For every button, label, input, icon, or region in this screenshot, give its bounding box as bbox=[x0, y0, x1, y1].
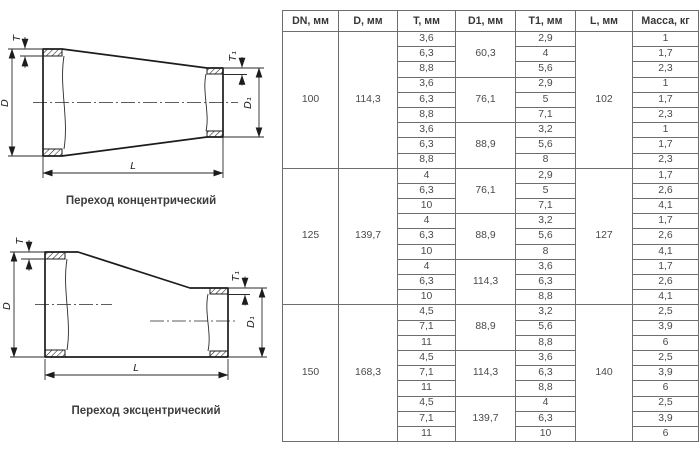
column-header: Масса, кг bbox=[633, 11, 699, 32]
cell-t: 6,3 bbox=[398, 138, 456, 153]
drawing-caption: Переход эксцентрический bbox=[71, 405, 221, 417]
cell-t: 8,8 bbox=[398, 153, 456, 168]
dim-label-t: T bbox=[12, 34, 23, 42]
cell-mass: 1,7 bbox=[633, 47, 699, 62]
cell-t: 8,8 bbox=[398, 107, 456, 122]
dimension-l bbox=[43, 137, 223, 178]
cell-t1: 8 bbox=[516, 244, 576, 259]
dim-label-l: L bbox=[133, 363, 139, 374]
dim-label-t1: T₁ bbox=[228, 50, 239, 62]
cell-t1: 5,6 bbox=[516, 62, 576, 77]
cell-mass: 2,3 bbox=[633, 62, 699, 77]
cell-t: 6,3 bbox=[398, 47, 456, 62]
table-row bbox=[283, 305, 699, 320]
cell-l: 140 bbox=[576, 305, 633, 442]
cell-d1: 88,9 bbox=[456, 214, 516, 260]
cell-t: 4 bbox=[398, 259, 456, 274]
dimension-d1 bbox=[223, 68, 264, 137]
cell-t1: 7,1 bbox=[516, 199, 576, 214]
dimension-t bbox=[15, 237, 45, 271]
cell-t: 11 bbox=[398, 335, 456, 350]
cell-dn: 125 bbox=[283, 168, 339, 305]
cell-dn: 100 bbox=[283, 32, 339, 169]
cell-t: 7,1 bbox=[398, 366, 456, 381]
cell-t1: 5,6 bbox=[516, 138, 576, 153]
dimension-l bbox=[45, 359, 228, 380]
cell-t1: 8 bbox=[516, 153, 576, 168]
cell-mass: 2,6 bbox=[633, 229, 699, 244]
cell-t1: 2,9 bbox=[516, 77, 576, 92]
cell-t1: 3,6 bbox=[516, 259, 576, 274]
cell-d1: 76,1 bbox=[456, 168, 516, 214]
dim-label-d1: D₁ bbox=[246, 316, 257, 328]
cell-mass: 2,5 bbox=[633, 350, 699, 365]
cell-mass: 2,3 bbox=[633, 153, 699, 168]
cell-t: 4,5 bbox=[398, 350, 456, 365]
concentric-reducer-drawing bbox=[0, 34, 264, 207]
cell-d1: 88,9 bbox=[456, 123, 516, 169]
cell-t1: 5,6 bbox=[516, 320, 576, 335]
cell-mass: 1 bbox=[633, 123, 699, 138]
dim-label-d: D bbox=[2, 302, 13, 310]
cell-t1: 6,3 bbox=[516, 275, 576, 290]
cell-l: 127 bbox=[576, 168, 633, 305]
cell-mass: 1,7 bbox=[633, 214, 699, 229]
table-header-row bbox=[283, 11, 699, 32]
cell-t: 6,3 bbox=[398, 275, 456, 290]
table-row bbox=[283, 168, 699, 183]
cell-mass: 4,1 bbox=[633, 199, 699, 214]
cell-mass: 4,1 bbox=[633, 290, 699, 305]
cell-mass: 1 bbox=[633, 32, 699, 47]
cell-mass: 2,6 bbox=[633, 183, 699, 198]
column-header: T1, мм bbox=[516, 11, 576, 32]
table-row bbox=[283, 32, 699, 47]
cell-mass: 6 bbox=[633, 335, 699, 350]
break-line bbox=[207, 294, 209, 351]
cell-t: 7,1 bbox=[398, 320, 456, 335]
cell-d: 139,7 bbox=[339, 168, 398, 305]
cell-t1: 5,6 bbox=[516, 229, 576, 244]
cell-t1: 3,2 bbox=[516, 305, 576, 320]
cell-t1: 2,9 bbox=[516, 168, 576, 183]
column-header: DN, мм bbox=[283, 11, 339, 32]
cell-t: 4,5 bbox=[398, 396, 456, 411]
cell-t1: 3,2 bbox=[516, 214, 576, 229]
cell-t1: 3,2 bbox=[516, 123, 576, 138]
cell-t: 3,6 bbox=[398, 77, 456, 92]
cell-mass: 1,7 bbox=[633, 168, 699, 183]
cell-t: 3,6 bbox=[398, 32, 456, 47]
dimension-t bbox=[12, 34, 43, 68]
cell-d: 168,3 bbox=[339, 305, 398, 442]
reducer-drawings bbox=[0, 0, 282, 450]
table-body bbox=[283, 32, 699, 442]
cell-d1: 114,3 bbox=[456, 350, 516, 396]
cell-mass: 1,7 bbox=[633, 259, 699, 274]
cell-t1: 8,8 bbox=[516, 335, 576, 350]
cell-mass: 6 bbox=[633, 426, 699, 441]
cell-t: 8,8 bbox=[398, 62, 456, 77]
cell-t1: 10 bbox=[516, 426, 576, 441]
cell-t: 11 bbox=[398, 426, 456, 441]
cell-t1: 5 bbox=[516, 92, 576, 107]
cell-mass: 3,9 bbox=[633, 366, 699, 381]
cell-d1: 60,3 bbox=[456, 32, 516, 78]
dimension-t1 bbox=[223, 51, 264, 86]
eccentric-reducer-drawing bbox=[2, 237, 267, 417]
cell-t1: 6,3 bbox=[516, 411, 576, 426]
cell-t1: 8,8 bbox=[516, 290, 576, 305]
cell-t: 4,5 bbox=[398, 305, 456, 320]
reducer-body-outline bbox=[45, 252, 228, 357]
cell-t: 6,3 bbox=[398, 229, 456, 244]
cell-t1: 8,8 bbox=[516, 381, 576, 396]
cell-t: 3,6 bbox=[398, 123, 456, 138]
cell-l: 102 bbox=[576, 32, 633, 169]
cell-dn: 150 bbox=[283, 305, 339, 442]
cell-t1: 5 bbox=[516, 183, 576, 198]
cell-t1: 2,9 bbox=[516, 32, 576, 47]
cell-mass: 2,5 bbox=[633, 305, 699, 320]
cell-t1: 4 bbox=[516, 47, 576, 62]
cell-t1: 3,6 bbox=[516, 350, 576, 365]
cell-t: 11 bbox=[398, 381, 456, 396]
dim-label-d: D bbox=[0, 99, 11, 107]
cell-t: 10 bbox=[398, 290, 456, 305]
column-header: T, мм bbox=[398, 11, 456, 32]
cell-mass: 3,9 bbox=[633, 320, 699, 335]
cell-d1: 76,1 bbox=[456, 77, 516, 123]
cell-mass: 1,7 bbox=[633, 92, 699, 107]
cell-mass: 4,1 bbox=[633, 244, 699, 259]
cell-d: 114,3 bbox=[339, 32, 398, 169]
dim-label-t1: T₁ bbox=[231, 270, 242, 282]
cell-t: 4 bbox=[398, 168, 456, 183]
cell-t1: 7,1 bbox=[516, 107, 576, 122]
cell-mass: 1 bbox=[633, 77, 699, 92]
cell-t: 10 bbox=[398, 244, 456, 259]
cell-t1: 6,3 bbox=[516, 366, 576, 381]
cell-t: 10 bbox=[398, 199, 456, 214]
dimensions-spec-table bbox=[282, 10, 699, 442]
dimension-t1 bbox=[228, 271, 267, 306]
cell-t1: 4 bbox=[516, 396, 576, 411]
column-header: L, мм bbox=[576, 11, 633, 32]
cell-t: 6,3 bbox=[398, 183, 456, 198]
cell-d1: 114,3 bbox=[456, 259, 516, 305]
cell-mass: 2,6 bbox=[633, 275, 699, 290]
column-header: D1, мм bbox=[456, 11, 516, 32]
cell-mass: 3,9 bbox=[633, 411, 699, 426]
dim-label-l: L bbox=[130, 161, 136, 172]
weld-end-hatching bbox=[45, 252, 228, 357]
cell-mass: 6 bbox=[633, 381, 699, 396]
cell-mass: 2,3 bbox=[633, 107, 699, 122]
drawing-caption: Переход концентрический bbox=[65, 195, 217, 207]
cell-t: 6,3 bbox=[398, 92, 456, 107]
dim-label-d1: D₁ bbox=[243, 97, 254, 109]
dimension-d1 bbox=[228, 288, 267, 357]
cell-t: 7,1 bbox=[398, 411, 456, 426]
cell-d1: 88,9 bbox=[456, 305, 516, 351]
dim-label-t: T bbox=[15, 237, 26, 245]
cell-mass: 1,7 bbox=[633, 138, 699, 153]
cell-d1: 139,7 bbox=[456, 396, 516, 442]
column-header: D, мм bbox=[339, 11, 398, 32]
cell-t: 4 bbox=[398, 214, 456, 229]
cell-mass: 2,5 bbox=[633, 396, 699, 411]
